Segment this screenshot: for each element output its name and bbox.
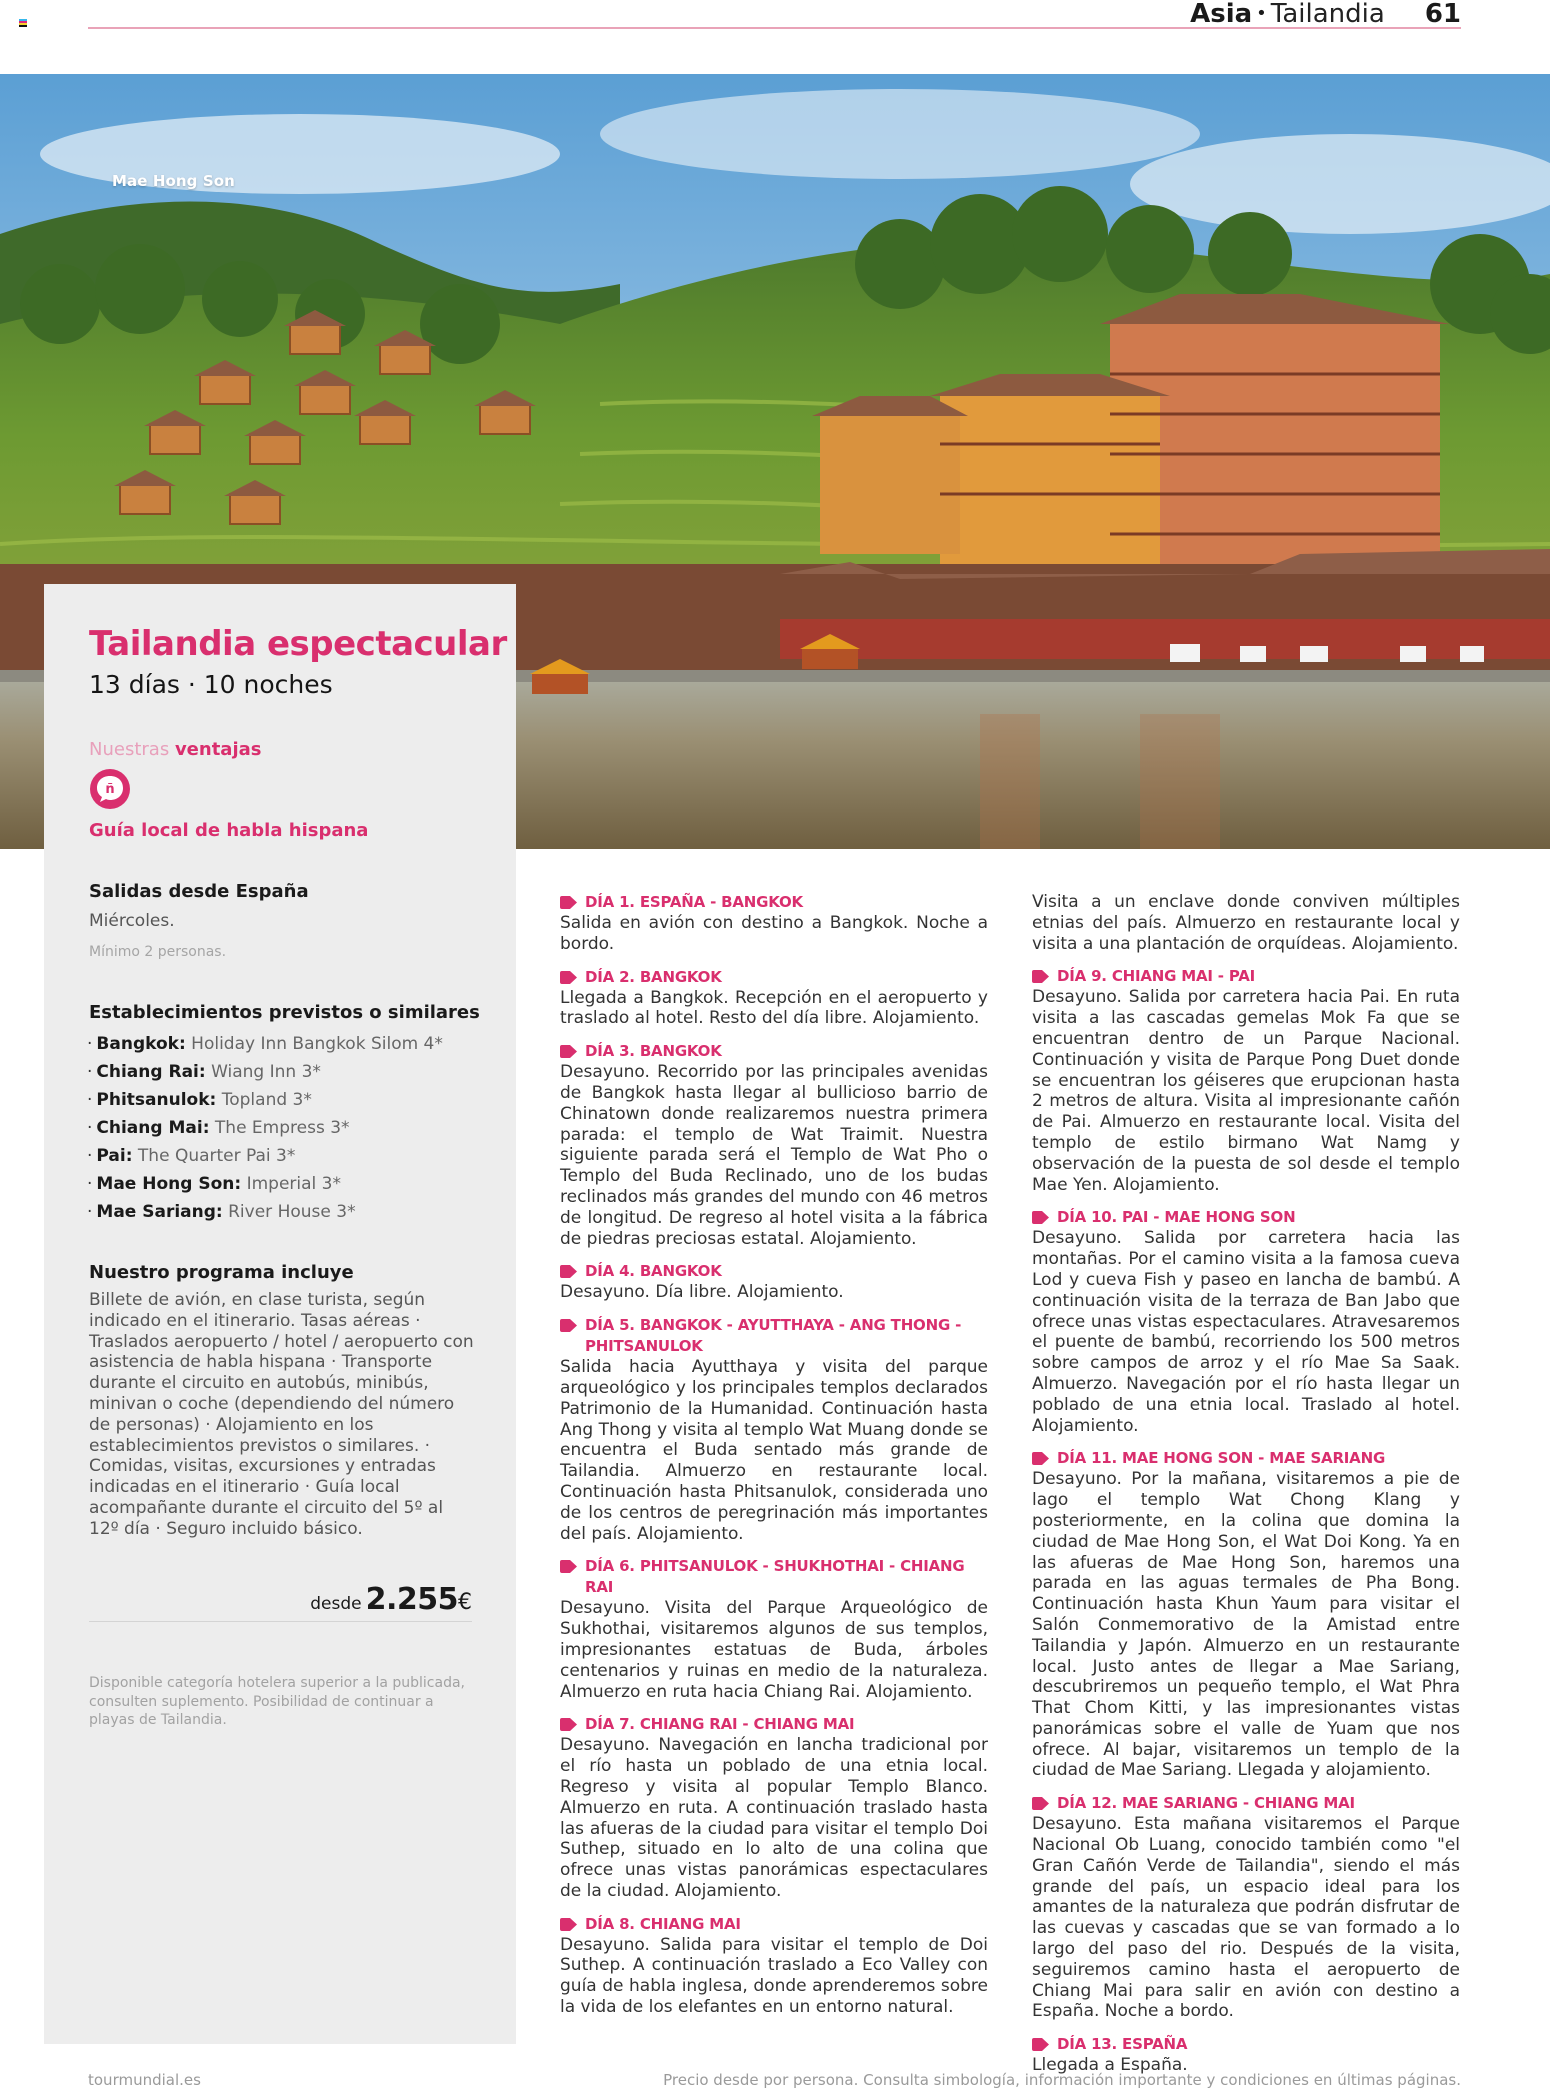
day-marker-icon (560, 1560, 577, 1573)
day-text: Salida hacia Ayutthaya y visita del parque arqueológico y los principales templos declarados Patrimonio de la Humanidad. Continuación hasta Ang Thong y visita al templo Wat Muang donde se encuentra el Buda sentado más grande de Tailandia. Almuerzo en restaurante local. Continuación hasta Phitsanulok, considerada uno de los centros de peregrinación más importantes del país. Alojamiento. (560, 1357, 988, 1544)
itinerary-day (1032, 1793, 1460, 2022)
hotel-item: · Mae Hong Son: Imperial 3* (87, 1174, 341, 1194)
day-8-continuation: Visita a un enclave donde conviven múltiples etnias del país. Almuerzo en restaurante local y visita a una plantación de orquídeas. Alojamiento. (1032, 892, 1460, 954)
photo-caption: Mae Hong Son (112, 172, 235, 190)
includes-heading: Nuestro programa incluye (89, 1262, 354, 1283)
itinerary-day (560, 967, 988, 1030)
day-marker-icon (560, 896, 577, 909)
day-title: DÍA 12. MAE SARIANG - CHIANG MAI (1057, 1794, 1355, 1813)
day-text: Desayuno. Visita del Parque Arqueológico de Sukhothai, visitaremos algunos de sus templos, impresionantes estatuas de Buda, árboles centenarios y ruinas en medio de la naturaleza. Almuerzo en ruta hacia Chiang Rai. Alojamiento. (560, 1598, 988, 1702)
day-text: Desayuno. Salida por carretera hacia las montañas. Por el camino visita a la famosa cueva Lod y cueva Fish y paseo en lancha de bambú. A continuación visita de la terraza de Ban Jabo que ofrece unas vistas espectaculares. Atravesaremos el puente de bambú, recorriendo los 500 metros sobre campos de arroz y el río Mae Sa Saak. Almuerzo. Navegación por el río hasta llegar un poblado de una etnia local. Traslado al hotel. Alojamiento. (1032, 1228, 1460, 1436)
itinerary-day (1032, 1207, 1460, 1436)
footer-website[interactable]: tourmundial.es (88, 2071, 201, 2089)
trip-title: Tailandia espectacular (89, 624, 507, 664)
day-title: DÍA 11. MAE HONG SON - MAE SARIANG (1057, 1449, 1386, 1468)
day-title: DÍA 9. CHIANG MAI - PAI (1057, 967, 1256, 986)
hotel-item: · Mae Sariang: River House 3* (87, 1202, 356, 1222)
footer-note: Precio desde por persona. Consulta simbología, información importante y condiciones en últimas páginas. (663, 2071, 1461, 2089)
hotel-item: · Pai: The Quarter Pai 3* (87, 1146, 296, 1166)
spanish-speaking-guide-icon (89, 768, 131, 810)
day-text: Desayuno. Navegación en lancha tradicional por el río hasta un poblado de una etnia local. Regreso y visita al popular Templo Blanco. Almuerzo en ruta. A continuación traslado hasta las afueras de la ciudad para visitar el templo Doi Suthep, situado en lo alto de una colina que ofrece unas vistas panorámicas espectaculares de la ciudad. Alojamiento. (560, 1735, 988, 1901)
day-title: DÍA 5. BANGKOK - AYUTTHAYA - ANG THONG - PHITSANULOK (585, 1316, 962, 1356)
day-text: Llegada a Bangkok. Recepción en el aeropuerto y traslado al hotel. Resto del día libre. Alojamiento. (560, 987, 988, 1029)
day-marker-icon (1032, 2038, 1049, 2051)
day-marker-icon (560, 1265, 577, 1278)
day-text: Desayuno. Esta mañana visitaremos el Parque Nacional Ob Luang, conocido también como "el Gran Cañón Verde de Tailandia", siendo el más grande del país, un espacio ideal para los amantes de la naturaleza que podrán disfrutar de las cuevas y cascadas que se van formado a lo largo del paso del rio. Después de la visita, seguiremos camino hasta el aeropuerto de Chiang Mai para salir en avión con destino a España. Noche a bordo. (1032, 1814, 1460, 2022)
day-title: DÍA 1. ESPAÑA - BANGKOK (585, 893, 803, 911)
day-title: DÍA 13. ESPAÑA (1057, 2035, 1188, 2054)
day-marker-icon (1032, 1797, 1049, 1810)
price-divider (89, 1621, 472, 1622)
itinerary-day (560, 892, 988, 955)
departures-heading: Salidas desde España (89, 881, 309, 902)
day-title: DÍA 8. CHIANG MAI (585, 1914, 741, 1933)
day-title: DÍA 2. BANGKOK (585, 967, 722, 986)
day-title: DÍA 4. BANGKOK (585, 1262, 722, 1281)
day-title: DÍA 3. BANGKOK (585, 1042, 722, 1061)
day-marker-icon (1032, 970, 1049, 983)
itinerary-day (560, 1556, 988, 1702)
itinerary-column-2 (1032, 892, 1460, 2088)
itinerary-day (560, 1315, 988, 1544)
price (310, 1582, 472, 1617)
hotel-item: · Chiang Rai: Wiang Inn 3* (87, 1062, 321, 1082)
day-text: Desayuno. Día libre. Alojamiento. (560, 1282, 844, 1303)
day-text: Llegada a España. (1032, 2055, 1188, 2076)
itinerary-day (1032, 1448, 1460, 1781)
day-marker-icon (560, 1045, 577, 1058)
itinerary-day (560, 1261, 988, 1303)
day-marker-icon (1032, 1452, 1049, 1465)
hotel-list (87, 1030, 443, 1226)
advantages-label-light: Nuestras (89, 739, 170, 760)
header-country: Tailandia (1270, 0, 1385, 29)
advantages-label (89, 739, 261, 760)
header-region: Asia (1190, 0, 1253, 29)
day-marker-icon (560, 1918, 577, 1931)
day-text: Desayuno. Salida por carretera hacia Pai. En ruta visita a las cascadas gemelas Mok Fa que se encuentran dentro de un Parque Nacional. Continuación y visita de Parque Pong Duet donde se encuentran los géiseres que erupcionan hasta 2 metros de altura. Visita al impresionante cañón de Pai. Almuerzo en restaurante local. Visita del templo de estilo birmano Wat Namg y observación de la puesta de sol desde el templo Mae Yen. Alojamiento. (1032, 987, 1460, 1195)
advantage-spanish-guide: Guía local de habla hispana (89, 820, 369, 841)
price-currency: € (458, 1590, 472, 1615)
itinerary-day (560, 1041, 988, 1249)
itinerary-column-1 (560, 892, 988, 2030)
hotel-item: · Bangkok: Holiday Inn Bangkok Silom 4* (87, 1034, 443, 1054)
day-text: Desayuno. Recorrido por las principales avenidas de Bangkok hasta llegar al bullicioso barrio de Chinatown donde realizaremos nuestra primera parada: el templo de Wat Traimit. Nuestra siguiente parada será el Templo de Wat Pho o Templo del Buda Reclinado, uno de los budas reclinados más grandes del mundo con 46 metros de longitud. De regreso al hotel visita a la fábrica de piedras preciosas estatal. Alojamiento. (560, 1062, 988, 1249)
svg-text:ñ: ñ (105, 782, 115, 797)
day-marker-icon (560, 971, 577, 984)
itinerary-day (560, 1714, 988, 1901)
departure-days: Miércoles. (89, 911, 175, 931)
hotels-heading: Establecimientos previstos o similares (89, 1002, 480, 1023)
page-number: 61 (1424, 0, 1461, 29)
itinerary-day (1032, 2034, 1460, 2076)
day-title: DÍA 10. PAI - MAE HONG SON (1057, 1208, 1296, 1227)
hotel-disclaimer: Disponible categoría hotelera superior a la publicada, consulten suplemento. Posibilidad de continuar a playas de Tailandia. (89, 1675, 466, 1728)
price-from-label: desde (310, 1594, 362, 1614)
day-marker-icon (560, 1718, 577, 1731)
day-text: Desayuno. Salida para visitar el templo de Doi Suthep. A continuación traslado a Eco Valley con guía de habla inglesa, donde aprenderemos sobre la vida de los elefantes en un entorno natural. (560, 1934, 988, 2018)
trip-info-panel (44, 584, 516, 2044)
includes-text: Billete de avión, en clase turista, según indicado en el itinerario. Tasas aéreas · Traslados aeropuerto / hotel / aeropuerto con asistencia de habla hispana · Transporte durante el circuito en autobús, minibús, minivan o coche (dependiendo del número de personas) · Alojamiento en los establecimientos previstos o similares. · Comidas, visitas, excursiones y entradas indicadas en el itinerario · Guía local acompañante durante el circuito del 5º al 12º día · Seguro incluido básico. (89, 1290, 474, 1539)
day-text: Salida en avión con destino a Bangkok. Noche a bordo. (560, 913, 988, 954)
advantages-label-strong: ventajas (174, 739, 262, 760)
minimum-people: Mínimo 2 personas. (89, 944, 227, 960)
day-title: DÍA 7. CHIANG RAI - CHIANG MAI (585, 1715, 855, 1734)
price-amount: 2.255 (365, 1582, 458, 1617)
trip-duration: 13 días · 10 noches (89, 670, 333, 699)
day-marker-icon (1032, 1211, 1049, 1224)
hotel-item: · Chiang Mai: The Empress 3* (87, 1118, 350, 1138)
day-title: DÍA 6. PHITSANULOK - SHUKHOTHAI - CHIANG RAI (585, 1557, 965, 1597)
day-text: Desayuno. Por la mañana, visitaremos a pie de lago el templo Wat Chong Klang y posteriormente, en la colina que domina la ciudad de Mae Hong Son, el Wat Doi Kong. Ya en las afueras de Mae Hong Son, haremos una parada en las aguas termales de Pha Bong. Continuación hasta Khun Yaum para visitar el Salón Conmemorativo de la Amistad entre Tailandia y Japón. Almuerzo en un restaurante local. Justo antes de llegar a Mae Sariang, descubriremos un pequeño templo, el Wat Phra That Chom Kitti, y las impresionantes vistas panorámicas sobre el valle de Yuam que nos ofrece. Al bajar, visitaremos un templo de la ciudad de Mae Sariang. Llegada y alojamiento. (1032, 1469, 1460, 1781)
hotel-item: · Phitsanulok: Topland 3* (87, 1090, 312, 1110)
header-separator: • (1256, 3, 1267, 24)
itinerary-day (560, 1914, 988, 2018)
print-color-bar (19, 19, 27, 28)
day-marker-icon (560, 1319, 577, 1332)
itinerary-day (1032, 966, 1460, 1195)
page-header (1190, 0, 1461, 33)
